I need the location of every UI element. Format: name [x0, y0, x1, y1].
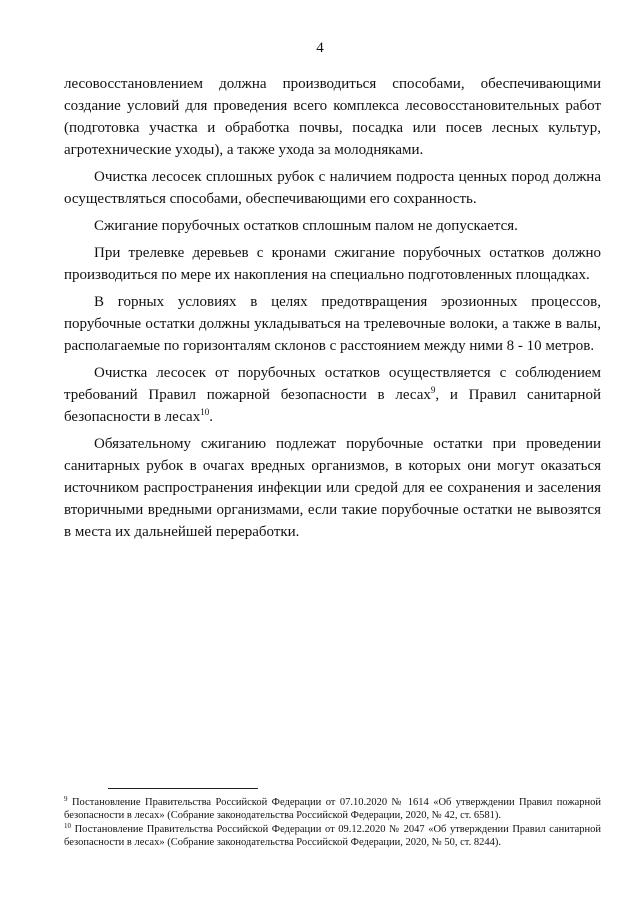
- paragraph-6-text-b: , и Правил санитарной безопасности в лесах: [64, 387, 601, 425]
- paragraph-2: Очистка лесосек сплошных рубок с наличием подроста ценных пород должна осуществляться способами, обеспечивающими его сохранность.: [64, 169, 601, 207]
- paragraph-6-text-a: Очистка лесосек от порубочных остатков осуществляется с соблюдением требований Правил пожарной безопасности в лесах: [64, 365, 601, 403]
- page-number: 4: [316, 40, 324, 56]
- footnote-text-10: Постановление Правительства Российской Федерации от 09.12.2020 № 2047 «Об утверждении Правил санитарной безопасности в лесах» (Собрание законодательства Российской Федерации, 2020, № 50, ст. 8244).: [64, 824, 602, 848]
- paragraph-5: В горных условиях в целях предотвращения эрозионных процессов, порубочные остатки должны укладываться на трелевочные волоки, а также в валы, располагаемые по горизонталям склонов с расстоянием между ними 8 - 10 метров.: [64, 294, 601, 354]
- footnote-9: [64, 796, 601, 822]
- paragraph-6-text-c: .: [209, 409, 213, 425]
- body-text: [64, 73, 601, 548]
- footnote-separator: [108, 788, 258, 789]
- footnote-text-9: Постановление Правительства Российской Федерации от 07.10.2020 № 1614 «Об утверждении Правил пожарной безопасности в лесах» (Собрание законодательства Российской Федерации, 2020, № 42, ст. 6581).: [64, 797, 601, 821]
- paragraph-3: Сжигание порубочных остатков сплошным палом не допускается.: [94, 218, 518, 234]
- paragraph-7: Обязательному сжиганию подлежат порубочные остатки при проведении санитарных рубок в очагах вредных организмов, в которых они могут оказаться источником распространения инфекции или средой для ее сохранения и заселения вторичными вредными организмами, если такие порубочные остатки не вывозятся в места их дальнейшей переработки.: [64, 436, 601, 540]
- footnote-ref-9: 9: [430, 385, 436, 395]
- footnotes: [64, 796, 601, 850]
- footnote-marker-10: 10: [64, 822, 71, 830]
- paragraph-1: лесовосстановлением должна производиться способами, обеспечивающими создание условий для проведения всего комплекса лесовосстановительных работ (подготовка участка и обработка почвы, посадка или посев лесных культур, агротехнические уходы), а также ухода за молодняками.: [64, 76, 601, 158]
- footnote-10: [64, 823, 601, 849]
- paragraph-6: [64, 362, 601, 428]
- footnote-ref-10: 10: [200, 407, 210, 417]
- paragraph-4: При трелевке деревьев с кронами сжигание порубочных остатков должно производиться по мере их накопления на специально подготовленных площадках.: [64, 245, 601, 283]
- footnote-marker-9: 9: [64, 795, 68, 803]
